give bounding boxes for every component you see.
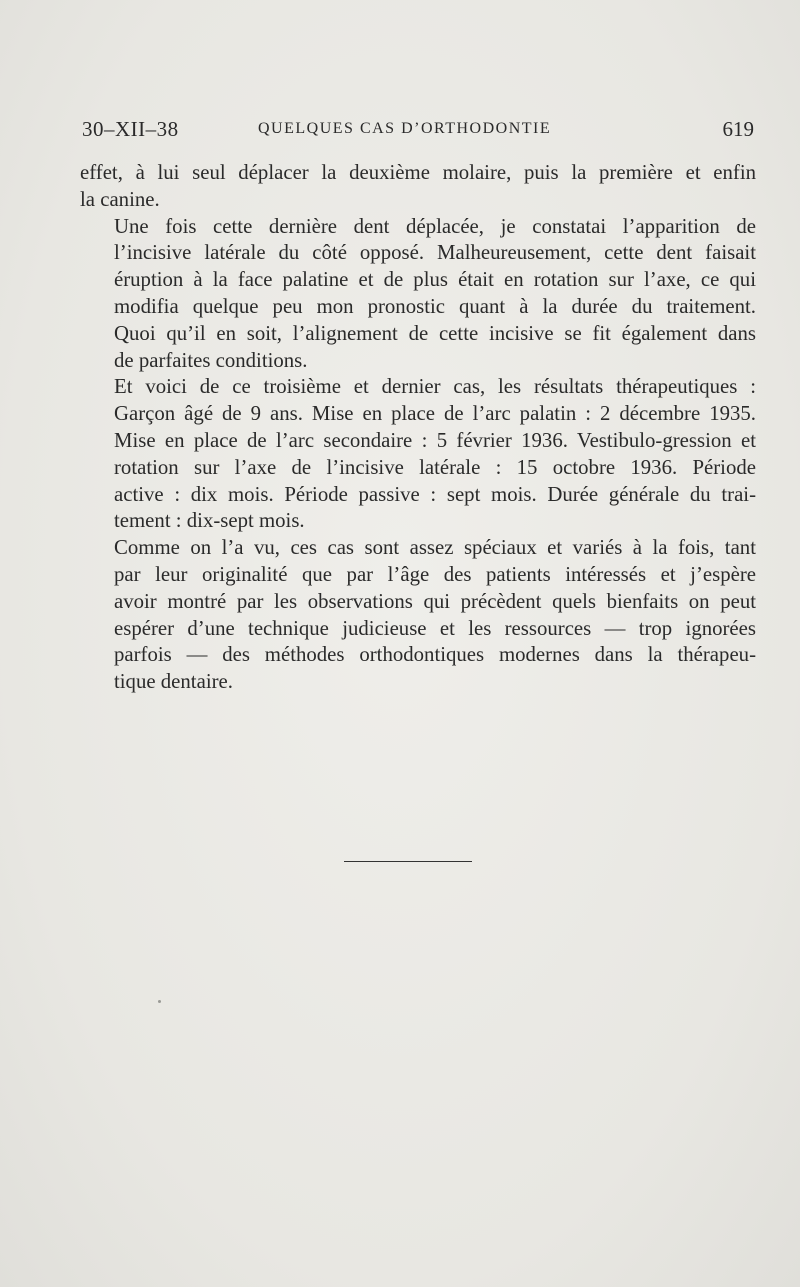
- text-line: Quoi qu’il en soit, l’alignement de cette incisive se fit également dans: [114, 321, 756, 345]
- running-header: [82, 117, 754, 147]
- text-line: la canine.: [80, 187, 160, 211]
- text-line: tique dentaire.: [114, 670, 233, 694]
- text-line: Mise en place de l’arc secondaire : 5 février 1936. Vestibulo-gression et: [114, 428, 756, 452]
- header-title: QUELQUES CAS D’ORTHODONTIE: [258, 120, 552, 137]
- text-line: active : dix mois. Période passive : sept mois. Durée générale du trai-: [114, 482, 756, 506]
- text-line: effet, à lui seul déplacer la deuxième molaire, puis la première et enfin: [80, 161, 756, 184]
- page-number: 619: [722, 117, 754, 141]
- text-line: l’incisive latérale du côté opposé. Malheureusement, cette dent faisait: [114, 241, 756, 265]
- text-line: Garçon âgé de 9 ans. Mise en place de l’arc palatin : 2 décembre 1935.: [114, 402, 756, 426]
- text-line: avoir montré par les observations qui précèdent quels bienfaits on peut: [114, 589, 756, 613]
- paragraph-4: [80, 535, 756, 696]
- text-line: de parfaites conditions.: [114, 348, 308, 372]
- text-line: éruption à la face palatine et de plus était en rotation sur l’axe, ce qui: [114, 268, 756, 292]
- body-text: [80, 160, 756, 696]
- paragraph-3: [80, 374, 756, 535]
- text-line: rotation sur l’axe de l’incisive latérale : 15 octobre 1936. Période: [114, 455, 756, 479]
- paragraph-1: [80, 160, 756, 214]
- section-end-rule: [344, 861, 472, 862]
- text-line: tement : dix-sept mois.: [114, 509, 305, 533]
- text-line: par leur originalité que par l’âge des patients intéressés et j’espère: [114, 562, 756, 586]
- text-line: Une fois cette dernière dent déplacée, je constatai l’apparition de: [114, 214, 756, 238]
- text-line: espérer d’une technique judicieuse et les ressources — trop ignorées: [114, 616, 756, 640]
- header-date: 30–XII–38: [82, 117, 179, 141]
- text-line: parfois — des méthodes orthodontiques modernes dans la thérapeu-: [114, 643, 756, 667]
- text-line: Comme on l’a vu, ces cas sont assez spéciaux et variés à la fois, tant: [114, 536, 756, 560]
- text-line: modifia quelque peu mon pronostic quant à la durée du traitement.: [114, 294, 756, 318]
- text-line: Et voici de ce troisième et dernier cas, les résultats thérapeutiques :: [114, 375, 756, 399]
- paragraph-2: [80, 214, 756, 375]
- print-speck: [158, 1000, 161, 1003]
